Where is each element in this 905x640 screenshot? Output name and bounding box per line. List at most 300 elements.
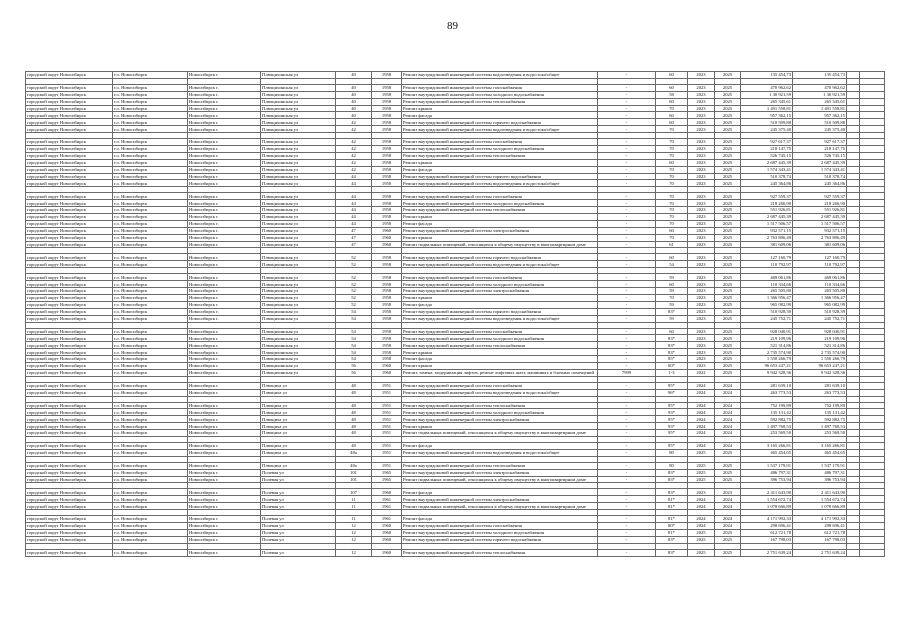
cell-build-year: 1951 [372, 409, 402, 416]
cell-work-type: Ремонт крыши [402, 214, 598, 221]
cell-extra-b [860, 549, 885, 556]
cell-extra-b [860, 200, 885, 207]
cell-locality: Новосибирск г. [188, 139, 261, 146]
cell-cost-total: 1 517 506,57 [741, 220, 793, 227]
table-row [26, 200, 885, 207]
cell-end-year: 2025 [715, 126, 741, 133]
cell-unit-cost: 7999 [598, 369, 656, 376]
cell-build-year: 1958 [372, 288, 402, 295]
cell-cost-total: 396 753,94 [741, 476, 793, 483]
cell-cost-total: 465 454,65 [741, 449, 793, 456]
cell-municipal-unit: г.о. Новосибирск [113, 342, 188, 349]
cell-end-year: 2025 [715, 112, 741, 119]
table-row [26, 308, 885, 315]
cell-end-year: 2025 [715, 241, 741, 248]
table-row [26, 214, 885, 221]
cell-work-type: Ремонт крыши [402, 159, 598, 166]
cell-unit-cost: - [598, 489, 656, 496]
cell-build-year: 1960 [372, 549, 402, 556]
cell-start-year: 2023 [688, 335, 715, 342]
cell-start-year: 2023 [688, 173, 715, 180]
cell-locality: Новосибирск г. [188, 159, 261, 166]
cell-start-year: 2023 [688, 146, 715, 153]
cell-wear-percent: 70 [656, 126, 688, 133]
cell-municipality: городской округ Новосибирск [26, 442, 113, 449]
cell-start-year: 2024 [688, 423, 715, 430]
cell-extra-a [847, 522, 860, 529]
cell-locality: Новосибирск г. [188, 281, 261, 288]
cell-house-number: 48 [336, 382, 372, 389]
cell-wear-percent: 95* [656, 442, 688, 449]
cell-cost-fund: 2 763 806,49 [793, 234, 847, 241]
cell-wear-percent: 70 [656, 152, 688, 159]
table-row [26, 173, 885, 180]
cell-extra-a [847, 98, 860, 105]
cell-extra-a [847, 315, 860, 322]
table-row [26, 227, 885, 234]
cell-start-year: 2024 [688, 516, 715, 523]
cell-wear-percent: 60 [656, 227, 688, 234]
cell-municipal-unit: г.о. Новосибирск [113, 462, 188, 469]
cell-work-type: Ремонт внутридомовой инженерной системы холодного водоснабжения [402, 281, 598, 288]
cell-street: Плющихинская ул [261, 72, 336, 79]
cell-cost-total: 218 266,90 [741, 200, 793, 207]
cell-wear-percent: 83* [656, 349, 688, 356]
cell-municipality: городской округ Новосибирск [26, 166, 113, 173]
cell-extra-a [847, 536, 860, 543]
cell-start-year: 2024 [688, 409, 715, 416]
cell-wear-percent: 59 [656, 274, 688, 281]
cell-end-year: 2024 [715, 442, 741, 449]
cell-extra-b [860, 536, 885, 543]
cell-street: Плющихинская ул [261, 200, 336, 207]
cell-extra-b [860, 288, 885, 295]
cell-extra-b [860, 356, 885, 363]
cell-municipality: городской округ Новосибирск [26, 261, 113, 268]
cell-unit-cost: - [598, 409, 656, 416]
table-row [26, 516, 885, 523]
cell-municipality: городской округ Новосибирск [26, 105, 113, 112]
cell-start-year: 2023 [688, 349, 715, 356]
cell-cost-total: 510 928,39 [741, 308, 793, 315]
table-row [26, 496, 885, 503]
cell-street: Плющихинская ул [261, 369, 336, 376]
table-row [26, 112, 885, 119]
cell-cost-fund: 218 147,75 [793, 146, 847, 153]
cell-build-year: 1958 [372, 146, 402, 153]
cell-street: Полевая ул [261, 549, 336, 556]
cell-cost-total: 127 160,79 [741, 254, 793, 261]
cell-unit-cost: - [598, 496, 656, 503]
cell-street: Плющиха ул [261, 382, 336, 389]
cell-house-number: 52 [336, 261, 372, 268]
cell-unit-cost: - [598, 72, 656, 79]
cell-work-type: Ремонт фасада [402, 489, 598, 496]
cell-municipality: городской округ Новосибирск [26, 328, 113, 335]
cell-street: Плющихинская ул [261, 328, 336, 335]
cell-cost-total: 2 687 445,39 [741, 214, 793, 221]
cell-wear-percent: 60 [656, 159, 688, 166]
cell-house-number: 44 [336, 207, 372, 214]
cell-extra-a [847, 442, 860, 449]
cell-municipality: городской округ Новосибирск [26, 402, 113, 409]
table-row [26, 261, 885, 268]
cell-build-year: 1958 [372, 166, 402, 173]
cell-start-year: 2024 [688, 442, 715, 449]
table-row [26, 489, 885, 496]
cell-extra-a [847, 409, 860, 416]
cell-house-number: 40 [336, 91, 372, 98]
cell-house-number: 54 [336, 308, 372, 315]
cell-end-year: 2025 [715, 254, 741, 261]
cell-extra-b [860, 126, 885, 133]
cell-extra-b [860, 402, 885, 409]
cell-work-type: Ремонт внутридомовой инженерной системы электроснабжения [402, 496, 598, 503]
cell-end-year: 2025 [715, 476, 741, 483]
cell-start-year: 2023 [688, 112, 715, 119]
cell-build-year: 1958 [372, 173, 402, 180]
cell-extra-a [847, 126, 860, 133]
cell-wear-percent: 95* [656, 430, 688, 437]
cell-start-year: 2024 [688, 382, 715, 389]
cell-cost-total: 1 574 343,41 [741, 166, 793, 173]
cell-locality: Новосибирск г. [188, 91, 261, 98]
cell-unit-cost: - [598, 193, 656, 200]
cell-cost-fund: 381 609,06 [793, 241, 847, 248]
cell-wear-percent: 70 [656, 207, 688, 214]
cell-end-year: 2025 [715, 261, 741, 268]
cell-build-year: 1951 [372, 430, 402, 437]
cell-build-year: 1958 [372, 72, 402, 79]
cell-cost-fund: 510 378,74 [793, 173, 847, 180]
cell-cost-fund: 486 797,31 [793, 469, 847, 476]
cell-end-year: 2024 [715, 516, 741, 523]
cell-unit-cost: - [598, 281, 656, 288]
cell-end-year: 2025 [715, 193, 741, 200]
cell-locality: Новосибирск г. [188, 430, 261, 437]
cell-extra-b [860, 462, 885, 469]
cell-start-year: 2023 [688, 308, 715, 315]
cell-cost-fund: 1 574 343,41 [793, 166, 847, 173]
cell-municipal-unit: г.о. Новосибирск [113, 449, 188, 456]
cell-cost-fund: 2 687 445,39 [793, 214, 847, 221]
cell-build-year: 1961 [372, 503, 402, 510]
cell-wear-percent: 83* [656, 476, 688, 483]
cell-build-year: 1958 [372, 200, 402, 207]
table-row [26, 119, 885, 126]
cell-build-year: 1960 [372, 234, 402, 241]
cell-house-number: 40 [336, 105, 372, 112]
cell-end-year: 2025 [715, 159, 741, 166]
cell-municipality: городской округ Новосибирск [26, 294, 113, 301]
cell-cost-total: 245 375,40 [741, 126, 793, 133]
cell-municipality: городской округ Новосибирск [26, 462, 113, 469]
cell-street: Плющихинская ул [261, 227, 336, 234]
cell-work-type: Ремонт подвальных помещений, относящихся к общему имуществу в многоквартирном доме [402, 430, 598, 437]
cell-wear-percent: 60 [656, 84, 688, 91]
cell-house-number: 48 [336, 389, 372, 396]
cell-end-year: 2025 [715, 462, 741, 469]
cell-extra-a [847, 503, 860, 510]
cell-work-type: Ремонт фасада [402, 356, 598, 363]
cell-house-number: 56 [336, 369, 372, 376]
cell-start-year: 2023 [688, 315, 715, 322]
cell-start-year: 2023 [688, 227, 715, 234]
cell-unit-cost: - [598, 220, 656, 227]
cell-locality: Новосибирск г. [188, 369, 261, 376]
cell-extra-b [860, 220, 885, 227]
cell-locality: Новосибирск г. [188, 274, 261, 281]
cell-extra-a [847, 496, 860, 503]
cell-street: Плющихинская ул [261, 301, 336, 308]
cell-work-type: Ремонт внутридомовой инженерной системы горячего водоснабжения [402, 308, 598, 315]
cell-build-year: 1965 [372, 469, 402, 476]
cell-work-type: Ремонт фасада [402, 220, 598, 227]
cell-extra-a [847, 281, 860, 288]
cell-build-year: 1960 [372, 227, 402, 234]
table-row [26, 220, 885, 227]
cell-extra-a [847, 214, 860, 221]
table-row [26, 423, 885, 430]
cell-start-year: 2023 [688, 362, 715, 369]
cell-wear-percent: 61 [656, 241, 688, 248]
cell-cost-total: 263 773,53 [741, 389, 793, 396]
cell-end-year: 2025 [715, 207, 741, 214]
cell-extra-b [860, 389, 885, 396]
cell-cost-total: 551 926,81 [741, 207, 793, 214]
cell-work-type: Ремонт внутридомовой инженерной системы электроснабжения [402, 227, 598, 234]
cell-municipal-unit: г.о. Новосибирск [113, 536, 188, 543]
cell-locality: Новосибирск г. [188, 173, 261, 180]
cell-municipality: городской округ Новосибирск [26, 119, 113, 126]
cell-locality: Новосибирск г. [188, 294, 261, 301]
cell-work-type: Ремонт подвальных помещений, относящихся к общему имуществу в многоквартирном доме [402, 241, 598, 248]
cell-unit-cost: - [598, 112, 656, 119]
cell-municipal-unit: г.о. Новосибирск [113, 281, 188, 288]
table-row [26, 409, 885, 416]
cell-wear-percent: 93* [656, 423, 688, 430]
cell-extra-b [860, 522, 885, 529]
cell-municipality: городской округ Новосибирск [26, 315, 113, 322]
cell-cost-fund: 521 314,86 [793, 342, 847, 349]
cell-unit-cost: - [598, 241, 656, 248]
cell-build-year: 1958 [372, 159, 402, 166]
cell-cost-total: 1 078 666,89 [741, 503, 793, 510]
table-row [26, 166, 885, 173]
cell-build-year: 1958 [372, 207, 402, 214]
cell-cost-total: 521 314,86 [741, 342, 793, 349]
cell-unit-cost: - [598, 207, 656, 214]
cell-cost-total: 218 147,75 [741, 146, 793, 153]
cell-wear-percent: 58 [656, 91, 688, 98]
cell-municipality: городской округ Новосибирск [26, 193, 113, 200]
cell-cost-total: 265 505,80 [741, 288, 793, 295]
cell-municipality: городской округ Новосибирск [26, 356, 113, 363]
cell-municipal-unit: г.о. Новосибирск [113, 516, 188, 523]
cell-unit-cost: - [598, 349, 656, 356]
cell-wear-percent: 60 [656, 112, 688, 119]
cell-cost-fund: 470 962,62 [793, 84, 847, 91]
cell-start-year: 2023 [688, 489, 715, 496]
cell-extra-a [847, 449, 860, 456]
cell-extra-a [847, 430, 860, 437]
cell-extra-b [860, 449, 885, 456]
cell-municipal-unit: г.о. Новосибирск [113, 301, 188, 308]
cell-start-year: 2023 [688, 72, 715, 79]
cell-unit-cost: - [598, 469, 656, 476]
cell-house-number: 40 [336, 112, 372, 119]
cell-locality: Новосибирск г. [188, 254, 261, 261]
cell-wear-percent: 85* [656, 356, 688, 363]
cell-wear-percent: 80 [656, 462, 688, 469]
cell-wear-percent: 83* [656, 469, 688, 476]
cell-end-year: 2025 [715, 152, 741, 159]
cell-end-year: 2025 [715, 362, 741, 369]
cell-work-type: Ремонт фасада [402, 112, 598, 119]
cell-unit-cost: - [598, 227, 656, 234]
cell-work-type: Ремонт внутридомовой инженерной системы газоснабжения [402, 274, 598, 281]
cell-cost-total: 957 362,15 [741, 112, 793, 119]
cell-municipal-unit: г.о. Новосибирск [113, 328, 188, 335]
cell-locality: Новосибирск г. [188, 496, 261, 503]
table-row [26, 91, 885, 98]
cell-extra-a [847, 356, 860, 363]
cell-locality: Новосибирск г. [188, 529, 261, 536]
cell-start-year: 2023 [688, 139, 715, 146]
cell-municipal-unit: г.о. Новосибирск [113, 356, 188, 363]
cell-extra-b [860, 72, 885, 79]
cell-locality: Новосибирск г. [188, 214, 261, 221]
cell-street: Плющиха ул [261, 430, 336, 437]
cell-cost-fund: 965 082,99 [793, 301, 847, 308]
cell-extra-b [860, 254, 885, 261]
cell-extra-b [860, 442, 885, 449]
cell-house-number: 54 [336, 315, 372, 322]
cell-wear-percent: 60 [656, 254, 688, 261]
table-row [26, 152, 885, 159]
cell-start-year: 2023 [688, 274, 715, 281]
cell-municipal-unit: г.о. Новосибирск [113, 261, 188, 268]
cell-cost-total: 381 609,06 [741, 241, 793, 248]
cell-municipality: городской округ Новосибирск [26, 522, 113, 529]
cell-extra-a [847, 105, 860, 112]
cell-house-number: 54 [336, 356, 372, 363]
cell-start-year: 2023 [688, 301, 715, 308]
cell-end-year: 2025 [715, 549, 741, 556]
cell-extra-a [847, 112, 860, 119]
cell-build-year: 1958 [372, 261, 402, 268]
cell-cost-total: 265 345,61 [741, 98, 793, 105]
table-row [26, 430, 885, 437]
cell-extra-b [860, 529, 885, 536]
cell-locality: Новосибирск г. [188, 489, 261, 496]
cell-street: Плющиха ул [261, 409, 336, 416]
cell-municipality: городской округ Новосибирск [26, 335, 113, 342]
cell-wear-percent: 83* [656, 549, 688, 556]
cell-cost-fund: 1 491 558,81 [793, 105, 847, 112]
cell-extra-a [847, 389, 860, 396]
cell-cost-total: 1 554 672,74 [741, 496, 793, 503]
table-row [26, 193, 885, 200]
cell-build-year: 1958 [372, 152, 402, 159]
cell-cost-fund: 551 926,81 [793, 207, 847, 214]
cell-extra-b [860, 301, 885, 308]
cell-extra-b [860, 382, 885, 389]
cell-work-type: Ремонт внутридомовой инженерной системы горячего водоснабжения [402, 173, 598, 180]
cell-extra-b [860, 308, 885, 315]
cell-work-type: Ремонт внутридомовой инженерной системы водоотведения и водостока/общее [402, 449, 598, 456]
cell-end-year: 2025 [715, 335, 741, 342]
cell-cost-total: 1 30 921,59 [741, 91, 793, 98]
cell-municipality: городской округ Новосибирск [26, 349, 113, 356]
cell-unit-cost: - [598, 119, 656, 126]
cell-municipality: городской округ Новосибирск [26, 529, 113, 536]
cell-wear-percent: 95* [656, 416, 688, 423]
cell-street: Плющихинская ул [261, 349, 336, 356]
cell-end-year: 2025 [715, 294, 741, 301]
cell-municipality: городской округ Новосибирск [26, 241, 113, 248]
cell-cost-fund: 110 792,97 [793, 261, 847, 268]
cell-extra-a [847, 489, 860, 496]
cell-locality: Новосибирск г. [188, 241, 261, 248]
cell-work-type: Ремонт внутридомовой инженерной системы горячего водоснабжения [402, 536, 598, 543]
table-row [26, 476, 885, 483]
cell-unit-cost: - [598, 152, 656, 159]
cell-street: Полевая ул [261, 522, 336, 529]
cell-municipality: городской округ Новосибирск [26, 489, 113, 496]
cell-house-number: 48 [336, 416, 372, 423]
cell-extra-a [847, 402, 860, 409]
cell-street: Плющихинская ул [261, 362, 336, 369]
cell-wear-percent: 70 [656, 180, 688, 187]
cell-cost-total: 135 131,42 [741, 409, 793, 416]
cell-work-type: Ремонт внутридомовой инженерной системы теплоснабжения [402, 549, 598, 556]
cell-unit-cost: - [598, 328, 656, 335]
cell-house-number: 52 [336, 288, 372, 295]
cell-work-type: Ремонт внутридомовой инженерной системы газоснабжения [402, 382, 598, 389]
cell-extra-a [847, 301, 860, 308]
table-row [26, 98, 885, 105]
cell-end-year: 2025 [715, 146, 741, 153]
cell-work-type: Ремонт внутридомовой инженерной системы теплоснабжения [402, 402, 598, 409]
cell-start-year: 2023 [688, 193, 715, 200]
cell-wear-percent: 81* [656, 516, 688, 523]
cell-cost-fund: 219 109,96 [793, 335, 847, 342]
cell-street: Плющихинская ул [261, 173, 336, 180]
cell-unit-cost: - [598, 449, 656, 456]
cell-municipal-unit: г.о. Новосибирск [113, 91, 188, 98]
cell-municipal-unit: г.о. Новосибирск [113, 207, 188, 214]
cell-extra-a [847, 549, 860, 556]
cell-house-number: 44 [336, 220, 372, 227]
table-row [26, 503, 885, 510]
cell-start-year: 2025 [688, 549, 715, 556]
cell-municipality: городской округ Новосибирск [26, 227, 113, 234]
cell-cost-total: 167 798,03 [741, 536, 793, 543]
cell-municipality: городской округ Новосибирск [26, 496, 113, 503]
cell-street: Полевая ул [261, 516, 336, 523]
cell-locality: Новосибирск г. [188, 166, 261, 173]
cell-unit-cost: - [598, 423, 656, 430]
cell-locality: Новосибирск г. [188, 516, 261, 523]
cell-unit-cost: - [598, 166, 656, 173]
cell-extra-b [860, 173, 885, 180]
cell-municipality: городской округ Новосибирск [26, 423, 113, 430]
cell-unit-cost: - [598, 294, 656, 301]
cell-start-year: 2025 [688, 462, 715, 469]
cell-street: Полевая ул [261, 503, 336, 510]
cell-cost-total: 1 550 266,79 [741, 356, 793, 363]
